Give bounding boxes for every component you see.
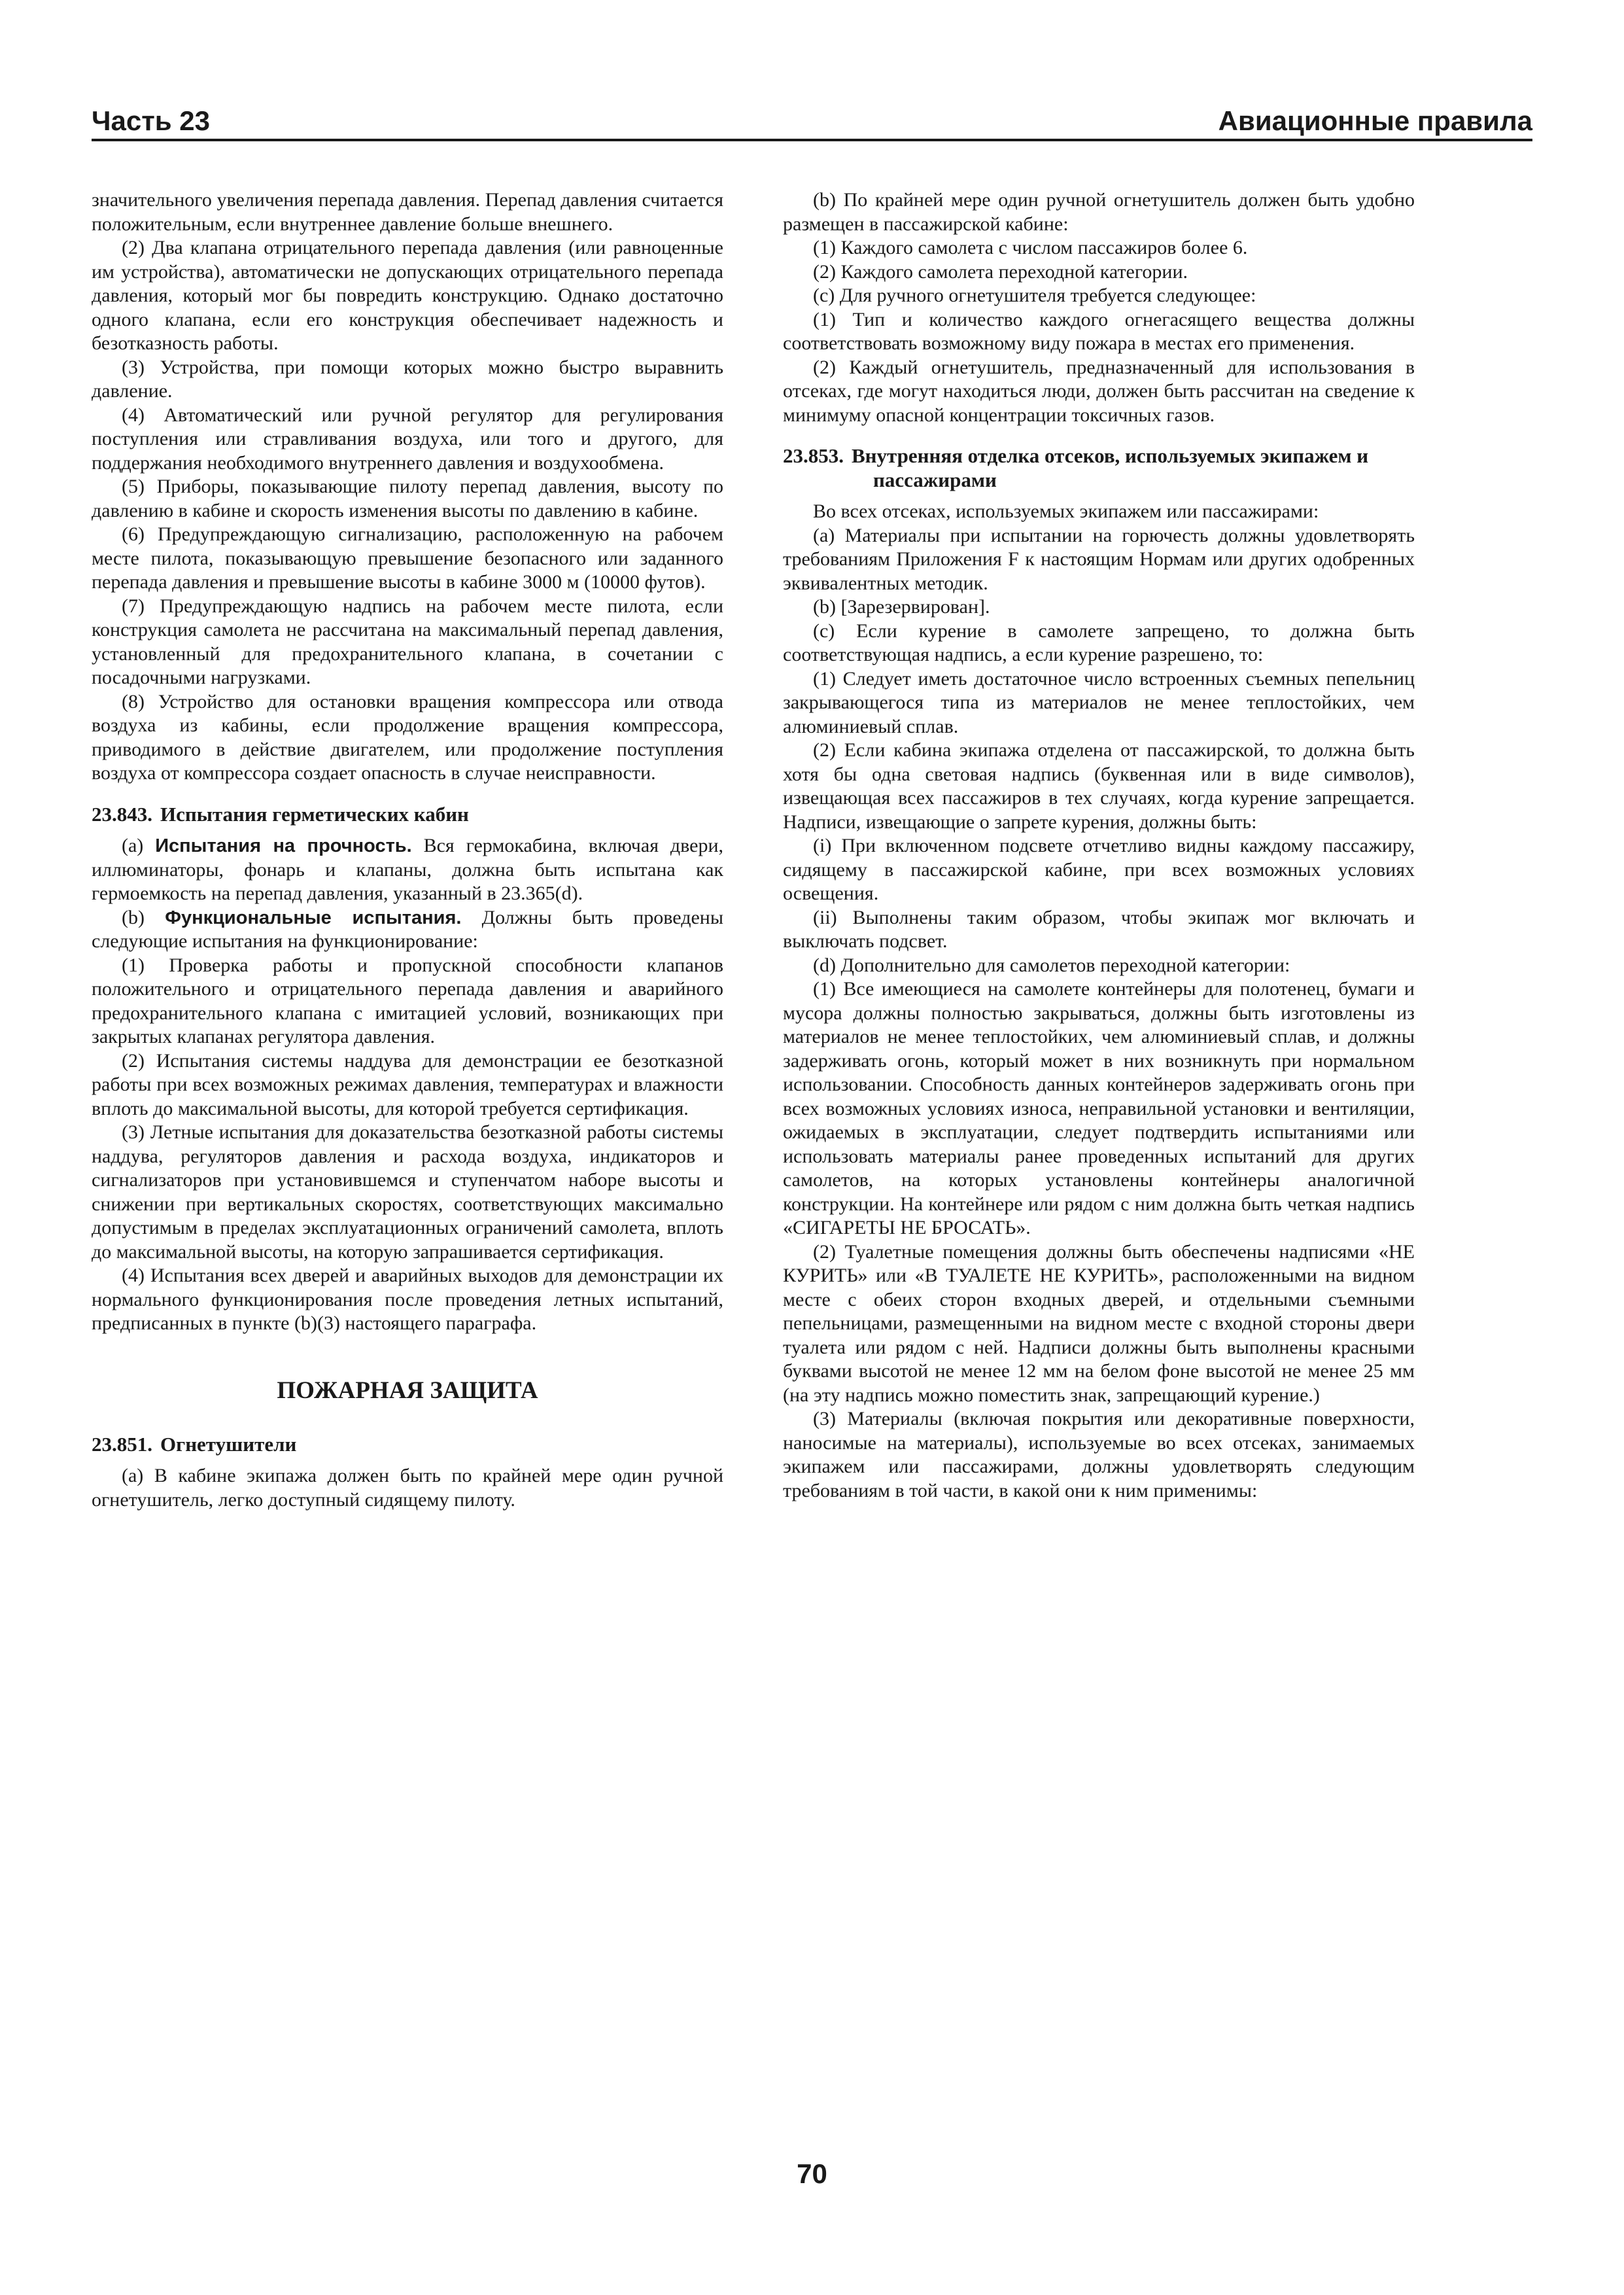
paragraph: (a) Материалы при испытании на горючесть должны удовлетворять требованиям Приложения F к настоящим Нормам или других одобренных эквивалентных методик. bbox=[783, 524, 1415, 594]
paragraph: (a) В кабине экипажа должен быть по крайней мере один ручной огнетушитель, легко доступный сидящему пилоту. bbox=[92, 1465, 723, 1511]
bold-term: Испытания на прочность. bbox=[155, 835, 412, 856]
paragraph: (i) При включенном подсвете отчетливо видны каждому пассажиру, сидящему в пассажирской кабине, при всех возможных условиях освещения. bbox=[783, 835, 1415, 904]
paragraph: (1) Следует иметь достаточное число встроенных съемных пепельниц закрывающегося типа из материалов не менее теплостойких, чем алюминиевый сплав. bbox=[783, 667, 1415, 737]
item-prefix: (b) bbox=[122, 906, 165, 928]
paragraph: (5) Приборы, показывающие пилоту перепад давления, высоту по давлению в кабине и скорость изменения высоты по давлению в кабине. bbox=[92, 476, 723, 521]
paragraph: (7) Предупреждающую надпись на рабочем месте пилота, если конструкция самолета не рассчитана на максимальный перепад давления, установленный для предохранительного клапана, в сочетании с посадочными нагрузками. bbox=[92, 595, 723, 688]
section-number: 23.843. bbox=[92, 802, 152, 826]
paragraph: Во всех отсеках, используемых экипажем или пассажирами: bbox=[813, 500, 1319, 522]
paragraph: (4) Испытания всех дверей и аварийных выходов для демонстрации их нормального функционирования после проведения летных испытаний, предписанных в пункте (b)(3) настоящего параграфа. bbox=[92, 1265, 723, 1334]
section-title: Огнетушители bbox=[160, 1432, 297, 1456]
paragraph: (b) По крайней мере один ручной огнетушитель должен быть удобно размещен в пассажирской кабине: bbox=[783, 189, 1415, 235]
bold-term: Функциональные испытания. bbox=[165, 907, 462, 928]
paragraph: (3) Материалы (включая покрытия или декоративные поверхности, наносимые на материалы), используемые во всех отсеках, занимаемых экипажем или пассажирами, должны удовлетворять следующим требованиям в той части, в какой они к ним применимы: bbox=[783, 1408, 1415, 1501]
chapter-heading: ПОЖАРНАЯ ЗАЩИТА bbox=[277, 1376, 538, 1404]
paragraph: (8) Устройство для остановки вращения компрессора или отвода воздуха из кабины, если продолжение вращения компрессора, приводимого в действие двигателем, или продолжение поступления воздуха от компрессора создает опасность в случае неисправности. bbox=[92, 690, 723, 784]
paragraph: (6) Предупреждающую сигнализацию, расположенную на рабочем месте пилота, показывающую превышение безопасного или заданного перепада давления и превышение высоты в кабине 3000 м (10000 футов). bbox=[92, 523, 723, 593]
section-heading-23-853 bbox=[783, 444, 1415, 492]
paragraph: значительного увеличения перепада давления. Перепад давления считается положительным, если внутреннее давление больше внешнего. bbox=[92, 189, 723, 235]
section-title: Внутренняя отделка отсеков, используемых экипажем и пассажирами bbox=[852, 444, 1369, 491]
paragraph: (d) Дополнительно для самолетов переходной категории: bbox=[813, 954, 1290, 976]
section-heading-23-851 bbox=[92, 1433, 723, 1457]
paragraph: (1) Тип и количество каждого огнегасящего вещества должны соответствовать возможному виду пожара в местах его применения. bbox=[783, 308, 1415, 354]
paragraph: (2) Испытания системы наддува для демонстрации ее безотказной работы при всех возможных режимах давления, температурах и влажности вплоть до максимальной высоты, для которой требуется сертификация. bbox=[92, 1049, 723, 1119]
paragraph: (2) Туалетные помещения должны быть обеспечены надписями «НЕ КУРИТЬ» или «В ТУАЛЕТЕ НЕ КУРИТЬ», расположенными на видном месте с обеих сторон входных дверей, и отдельными съемными пепельницами, размещенными на видном месте с входной стороны двери туалета или рядом с ней. Надписи должны быть выполнены красными буквами высотой не менее 12 мм на белом фоне высотой не менее 25 мм (на эту надпись можно поместить знак, запрещающий курение.) bbox=[783, 1240, 1415, 1406]
paragraph bbox=[92, 834, 723, 906]
section-title: Испытания герметических кабин bbox=[160, 802, 469, 826]
left-column bbox=[92, 188, 723, 1512]
paragraph: (b) [Зарезервирован]. bbox=[813, 596, 990, 618]
paragraph: (1) Каждого самолета с числом пассажиров более 6. bbox=[813, 237, 1248, 258]
header-part: Часть 23 bbox=[92, 105, 211, 136]
section-number: 23.853. bbox=[783, 444, 844, 467]
paragraph: (4) Автоматический или ручной регулятор для регулирования поступления или стравливания воздуха, или того и другого, для поддержания необходимого внутреннего давления и воздухообмена. bbox=[92, 404, 723, 474]
header-title: Авиационные правила bbox=[1218, 105, 1532, 136]
paragraph: (2) Если кабина экипажа отделена от пассажирской, то должна быть хотя бы одна световая надпись (буквенная или в виде символов), извещающая всех пассажиров в тех случаях, когда курение запрещается. Надписи, извещающие о запрете курения, должны быть: bbox=[783, 739, 1415, 833]
item-text: Вся гермокабина, включая двери, иллюминаторы, фонарь и клапаны, должна быть испытана как гермоемкость на перепад давления, указанный в 23.365(d). bbox=[92, 835, 724, 904]
page-number: 70 bbox=[797, 2158, 827, 2189]
item-prefix: (a) bbox=[122, 835, 156, 856]
section-number: 23.851. bbox=[92, 1432, 152, 1456]
paragraph: (3) Летные испытания для доказательства безотказной работы системы наддува, регуляторов давления и расхода воздуха, индикаторов и сигнализаторов при установившемся и ступенчатом наборе высоты и снижении при вертикальных скоростях, соответствующих максимально допустимым в пределах эксплуатационных ограничений самолета, вплоть до максимальной высоты, на которую запрашивается сертификация. bbox=[92, 1121, 723, 1263]
paragraph: (3) Устройства, при помощи которых можно быстро выравнить давление. bbox=[92, 356, 723, 402]
paragraph: (2) Каждого самолета переходной категории. bbox=[813, 260, 1188, 283]
paragraph: (2) Каждый огнетушитель, предназначенный для использования в отсеках, где могут находиться люди, должен быть рассчитан на сведение к минимуму опасной концентрации токсичных газов. bbox=[783, 356, 1415, 426]
paragraph: (1) Проверка работы и пропускной способности клапанов положительного и отрицательного перепада давления и аварийного предохранительного клапана с имитацией условий, возникающих при закрытых клапанах регулятора давления. bbox=[92, 954, 723, 1047]
paragraph: (c) Если курение в самолете запрещено, то должна быть соответствующая надпись, а если курение разрешено, то: bbox=[783, 620, 1415, 665]
running-header bbox=[92, 102, 1532, 141]
paragraph: (2) Два клапана отрицательного перепада давления (или равноценные им устройства), автоматически не допускающих отрицательного перепада давления, который мог бы повредить конструкцию. Однако достаточно одного клапана, если его конструкция обеспечивает надежность и безотказность работы. bbox=[92, 237, 723, 354]
paragraph: (1) Все имеющиеся на самолете контейнеры для полотенец, бумаги и мусора должны полностью закрываться, должны быть изготовлены из материалов не менее теплостойких, чем алюминиевый сплав, и должны задерживать огонь, который может в них возникнуть при нормальном использовании. Способность данных контейнеров задерживать огонь при всех возможных условиях износа, неправильной установки и вентиляции, ожидаемых в эксплуатации, следует подтвердить испытаниями или использовать материалы ранее проведенных испытаний для других самолетов, на которых установлены контейнеры аналогичной конструкции. На контейнере или рядом с ним должна быть четкая надпись «СИГАРЕТЫ НЕ БРОСАТЬ». bbox=[783, 978, 1415, 1238]
section-heading-23-843 bbox=[92, 803, 723, 827]
paragraph: (ii) Выполнены таким образом, чтобы экипаж мог включать и выключать подсвет. bbox=[783, 906, 1415, 952]
item-text: Должны быть проведены следующие испытания на функционирование: bbox=[92, 906, 723, 952]
paragraph: (c) Для ручного огнетушителя требуется следующее: bbox=[813, 285, 1256, 306]
paragraph bbox=[92, 906, 723, 954]
right-column bbox=[783, 188, 1415, 1503]
